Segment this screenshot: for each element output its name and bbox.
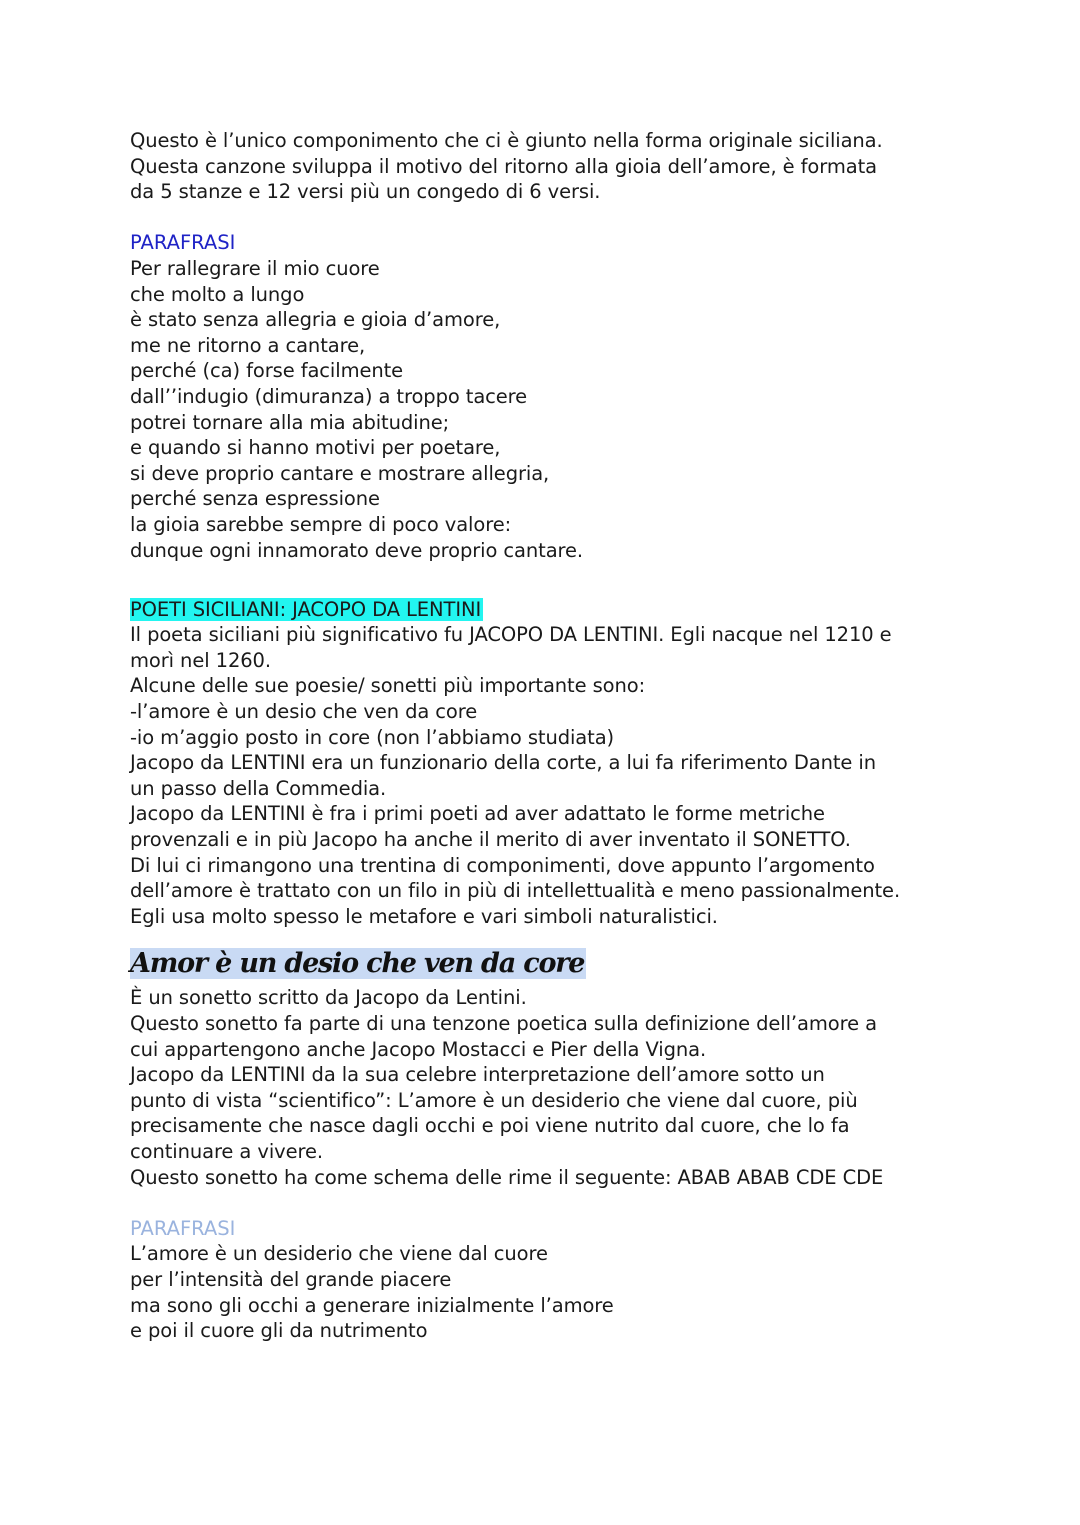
parafrasi-section-2 (130, 1216, 960, 1344)
verse-line: che molto a lungo (130, 282, 305, 306)
verse-line: perché senza espressione (130, 487, 380, 511)
text-line: Alcune delle sue poesie/ sonetti più importante sono: (130, 674, 646, 698)
text-line: Questo sonetto fa parte di una tenzone poetica sulla definizione dell’amore a (130, 1012, 877, 1035)
text-line: Questo è l’unico componimento che ci è giunto nella forma originale siciliana. (130, 129, 883, 152)
poeti-section (130, 597, 960, 930)
verse-line: dall’’indugio (dimuranza) a troppo tacere (130, 384, 528, 408)
verse-line: si deve proprio cantare e mostrare allegria, (130, 461, 550, 485)
verse-line: Per rallegrare il mio cuore (130, 256, 380, 280)
text-line: Questa canzone sviluppa il motivo del ritorno alla gioia dell’amore, è formata (130, 154, 877, 178)
section-heading-highlighted: POETI SICILIANI: JACOPO DA LENTINI (130, 597, 482, 621)
verse-line: e poi il cuore gli da nutrimento (130, 1319, 428, 1343)
parafrasi-section-1 (130, 230, 960, 563)
intro-paragraph (130, 128, 960, 205)
text-line: continuare a vivere. (130, 1139, 323, 1163)
verse-line: L’amore è un desiderio che viene dal cuore (130, 1242, 548, 1266)
text-line: -l’amore è un desio che ven da core (130, 700, 478, 724)
verse-line: me ne ritorno a cantare, (130, 333, 366, 357)
text-line: Egli usa molto spesso le metafore e vari simboli naturalistici. (130, 904, 718, 928)
verse-line: potrei tornare alla mia abitudine; (130, 410, 450, 434)
text-line: Di lui ci rimangono una trentina di componimenti, dove appunto l’argomento (130, 853, 875, 877)
verse-line: è stato senza allegria e gioia d’amore, (130, 308, 501, 332)
text-line: Il poeta siciliani più significativo fu JACOPO DA LENTINI. Egli nacque nel 1210 e (130, 623, 892, 647)
text-line: morì nel 1260. (130, 648, 271, 672)
text-line: provenzali e in più Jacopo ha anche il merito di aver inventato il SONETTO. (130, 828, 851, 852)
document-page (130, 128, 960, 1344)
text-line: È un sonetto scritto da Jacopo da Lentini. (130, 986, 527, 1010)
text-line: un passo della Commedia. (130, 776, 387, 800)
text-line: dell’amore è trattato con un filo in più di intellettualità e meno passionalmente. (130, 879, 901, 903)
verse-line: dunque ogni innamorato deve proprio cantare. (130, 538, 584, 562)
text-line: Jacopo da LENTINI era un funzionario della corte, a lui fa riferimento Dante in (130, 751, 876, 775)
text-line: -io m’aggio posto in core (non l’abbiamo studiata) (130, 725, 615, 749)
verse-line: la gioia sarebbe sempre di poco valore: (130, 512, 512, 536)
verse-line: ma sono gli occhi a generare inizialmente l’amore (130, 1293, 614, 1317)
verse-line: per l’intensità del grande piacere (130, 1267, 452, 1291)
sonetto-section (130, 947, 960, 1190)
text-line: precisamente che nasce dagli occhi e poi viene nutrito dal cuore, che lo fa (130, 1114, 850, 1138)
text-line: cui appartengono anche Jacopo Mostacci e Pier della Vigna. (130, 1037, 707, 1061)
parafrasi-heading: PARAFRASI (130, 1216, 236, 1240)
parafrasi-heading: PARAFRASI (130, 231, 236, 255)
sonnet-title: Amor è un desio che ven da core (130, 948, 585, 980)
verse-line: e quando si hanno motivi per poetare, (130, 436, 501, 460)
text-line: Jacopo da LENTINI da la sua celebre interpretazione dell’amore sotto un (130, 1063, 825, 1087)
verse-line: perché (ca) forse facilmente (130, 359, 404, 383)
text-line: Jacopo da LENTINI è fra i primi poeti ad aver adattato le forme metriche (130, 802, 825, 826)
text-line: punto di vista “scientifico”: L’amore è un desiderio che viene dal cuore, più (130, 1088, 858, 1112)
text-line: da 5 stanze e 12 versi più un congedo di 6 versi. (130, 180, 601, 204)
text-line: Questo sonetto ha come schema delle rime il seguente: ABAB ABAB CDE CDE (130, 1165, 884, 1189)
